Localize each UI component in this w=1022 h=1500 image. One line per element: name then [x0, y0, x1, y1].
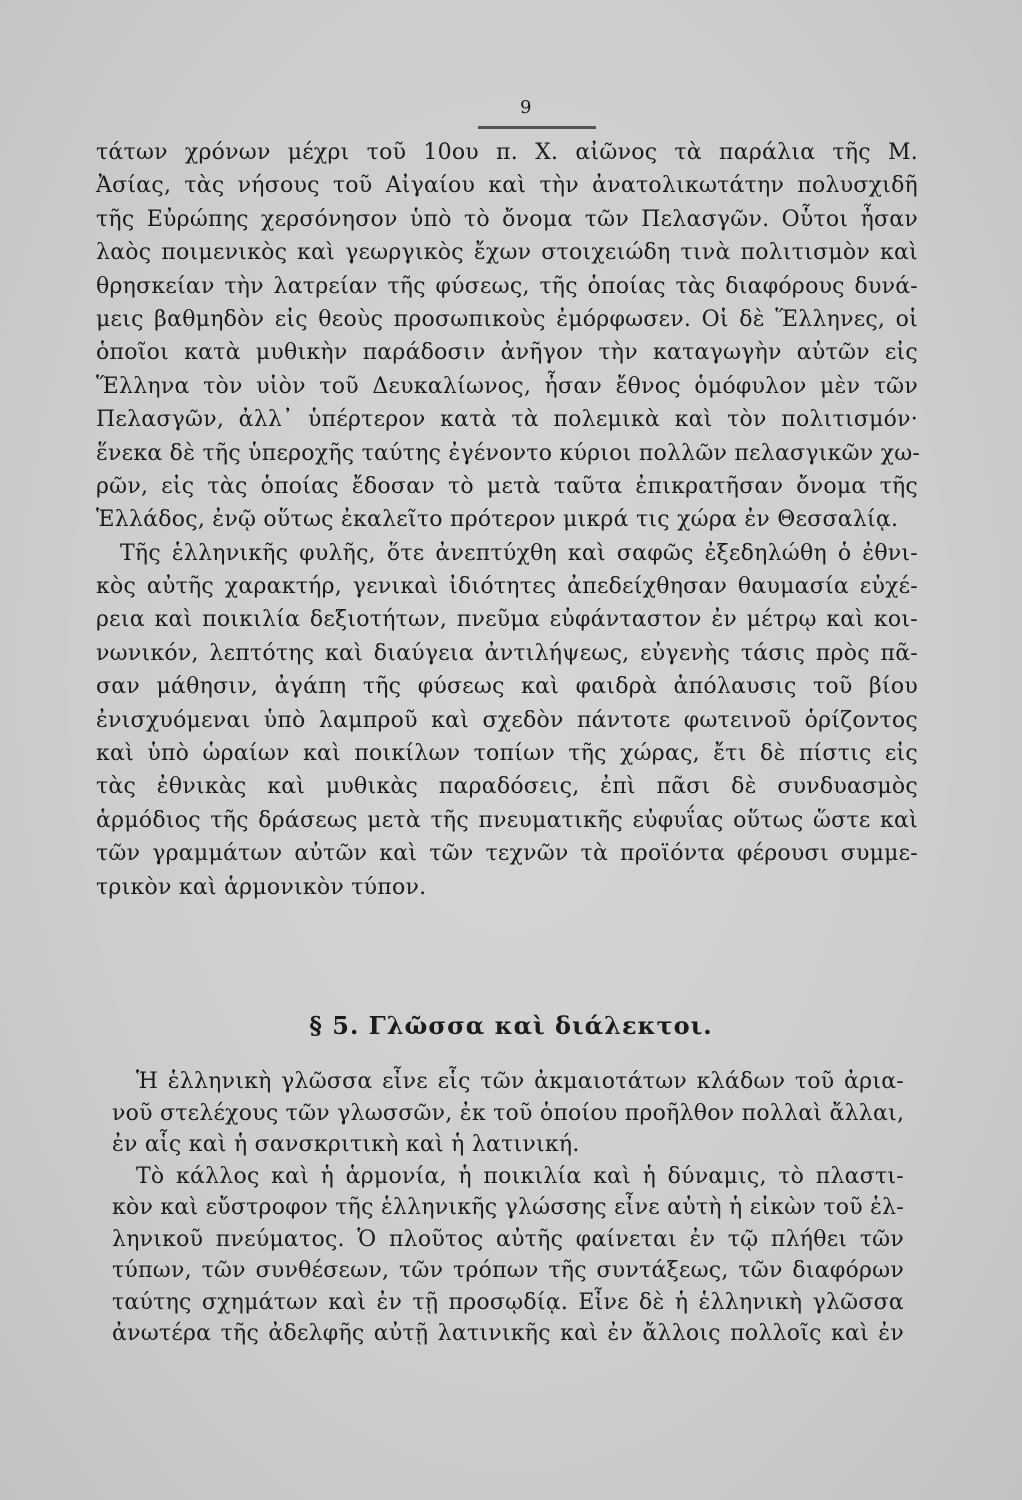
paragraph-greek-language [112, 1066, 904, 1161]
text-line: τῆς Εὐρώπης χερσόνησον ὑπὸ τὸ ὄνομα τῶν Πελασγῶν. Οὗτοι ἦσαν [96, 206, 918, 232]
text-line: ἕνεκα δὲ τῆς ὑπεροχῆς ταύτης ἐγένοντο κύριοι πολλῶν πελασγικῶν χω- [96, 440, 921, 466]
text-line: Ἡ ἑλληνικὴ γλῶσσα εἶνε εἷς τῶν ἀκμαιοτάτων κλάδων τοῦ ἀρια- [136, 1069, 904, 1094]
bottom-text-block [112, 1066, 904, 1350]
page-number: 9 [520, 97, 532, 118]
text-line: ρεια καὶ ποικιλία δεξιοτήτων, πνεῦμα εὐφάνταστον ἐν μέτρῳ καὶ κοι- [96, 607, 918, 633]
text-line: ταύτης σχημάτων καὶ ἐν τῇ προσῳδίᾳ. Εἶνε δὲ ἡ ἑλληνικὴ γλῶσσα [112, 1289, 904, 1315]
text-line: ληνικοῦ πνεύματος. Ὁ πλοῦτος αὐτῆς φαίνεται ἐν τῷ πλήθει τῶν [112, 1226, 904, 1252]
text-line: τῶν γραμμάτων αὐτῶν καὶ τῶν τεχνῶν τὰ προϊόντα φέρουσι συμμε- [96, 841, 918, 867]
text-line: Ἕλληνα τὸν υἱὸν τοῦ Δευκαλίωνος, ἦσαν ἔθνος ὁμόφυλον μὲν τῶν [96, 373, 918, 399]
page-number-rule [478, 126, 596, 129]
text-line: Ἀσίας, τὰς νήσους τοῦ Αἰγαίου καὶ τὴν ἀνατολικωτάτην πολυσχιδῆ [96, 173, 918, 199]
text-line: Πελασγῶν, ἀλλ᾽ ὑπέρτερον κατὰ τὰ πολεμικὰ καὶ τὸν πολιτισμόν· [96, 407, 918, 433]
text-line: λαὸς ποιμενικὸς καὶ γεωργικὸς ἔχων στοιχειώδη τινὰ πολιτισμὸν καὶ [96, 240, 918, 266]
text-line: τὰς ἐθνικὰς καὶ μυθικὰς παραδόσεις, ἐπὶ πᾶσι δὲ συνδυασμὸς [96, 774, 918, 800]
text-line: τύπων, τῶν συνθέσεων, τῶν τρόπων τῆς συντάξεως, τῶν διαφόρων [112, 1258, 904, 1283]
text-line: νοῦ στελέχους τῶν γλωσσῶν, ἐκ τοῦ ὁποίου προῆλθον πολλαὶ ἄλλαι, [112, 1100, 905, 1126]
paragraph-greek-character [96, 537, 918, 904]
text-line: ἐνισχυόμεναι ὑπὸ λαμπροῦ καὶ σχεδὸν πάντοτε φωτεινοῦ ὁρίζοντος [96, 707, 918, 733]
text-line: κὸν καὶ εὔστροφον τῆς ἑλληνικῆς γλώσσης εἶνε αὐτὴ ἡ εἰκὼν τοῦ ἑλ- [112, 1195, 904, 1220]
text-line: ὁποῖοι κατὰ μυθικὴν παράδοσιν ἀνῆγον τὴν καταγωγὴν αὐτῶν εἰς [96, 340, 918, 366]
text-line: Ἑλλάδος, ἐνῷ οὕτως ἐκαλεῖτο πρότερον μικρά τις χώρα ἐν Θεσσαλίᾳ. [96, 507, 899, 533]
paragraph-language-beauty [112, 1161, 904, 1350]
paragraph-pelasgians [96, 136, 921, 537]
text-line: ἐν αἷς καὶ ἡ σανσκριτικὴ καὶ ἡ λατινική. [112, 1132, 580, 1157]
text-line: μεις βαθμηδὸν εἰς θεοὺς προσωπικοὺς ἐμόρφωσεν. Οἱ δὲ Ἕλληνες, οἱ [96, 306, 918, 332]
text-line: τρικὸν καὶ ἁρμονικὸν τύπον. [96, 874, 427, 900]
text-line: θρησκείαν τὴν λατρείαν τῆς φύσεως, τῆς ὁποίας τὰς διαφόρους δυνά- [96, 273, 918, 299]
text-line: Τῆς ἑλληνικῆς φυλῆς, ὅτε ἀνεπτύχθη καὶ σαφῶς ἐξεδηλώθη ὁ ἐθνι- [120, 540, 918, 566]
text-line: ρῶν, εἰς τὰς ὁποίας ἔδοσαν τὸ μετὰ ταῦτα ἐπικρατῆσαν ὄνομα τῆς [96, 473, 918, 499]
section-heading: § 5. Γλῶσσα καὶ διάλεκτοι. [309, 1011, 713, 1040]
text-line: σαν μάθησιν, ἀγάπη τῆς φύσεως καὶ φαιδρὰ ἀπόλαυσις τοῦ βίου [96, 674, 918, 700]
top-text-block [96, 136, 921, 904]
text-line: νωνικόν, λεπτότης καὶ διαύγεια ἀντιλήψεως, εὐγενὴς τάσις πρὸς πᾶ- [96, 640, 918, 666]
text-line: ἁρμόδιος τῆς δράσεως μετὰ τῆς πνευματικῆς εὐφυΐας οὕτως ὥστε καὶ [96, 807, 918, 833]
text-line: ἀνωτέρα τῆς ἀδελφῆς αὐτῇ λατινικῆς καὶ ἐν ἄλλοις πολλοῖς καὶ ἐν [112, 1321, 904, 1346]
text-line: τάτων χρόνων μέχρι τοῦ 10ου π. Χ. αἰῶνος τὰ παράλια τῆς Μ. [96, 140, 918, 165]
text-line: κὸς αὐτῆς χαρακτήρ, γενικαὶ ἰδιότητες ἀπεδείχθησαν θαυμασία εὐχέ- [96, 574, 918, 600]
text-line: Τὸ κάλλος καὶ ἡ ἁρμονία, ἡ ποικιλία καὶ ἡ δύναμις, τὸ πλαστι- [136, 1163, 904, 1189]
text-line: καὶ ὑπὸ ὡραίων καὶ ποικίλων τοπίων τῆς χώρας, ἔτι δὲ πίστις εἰς [96, 741, 918, 767]
